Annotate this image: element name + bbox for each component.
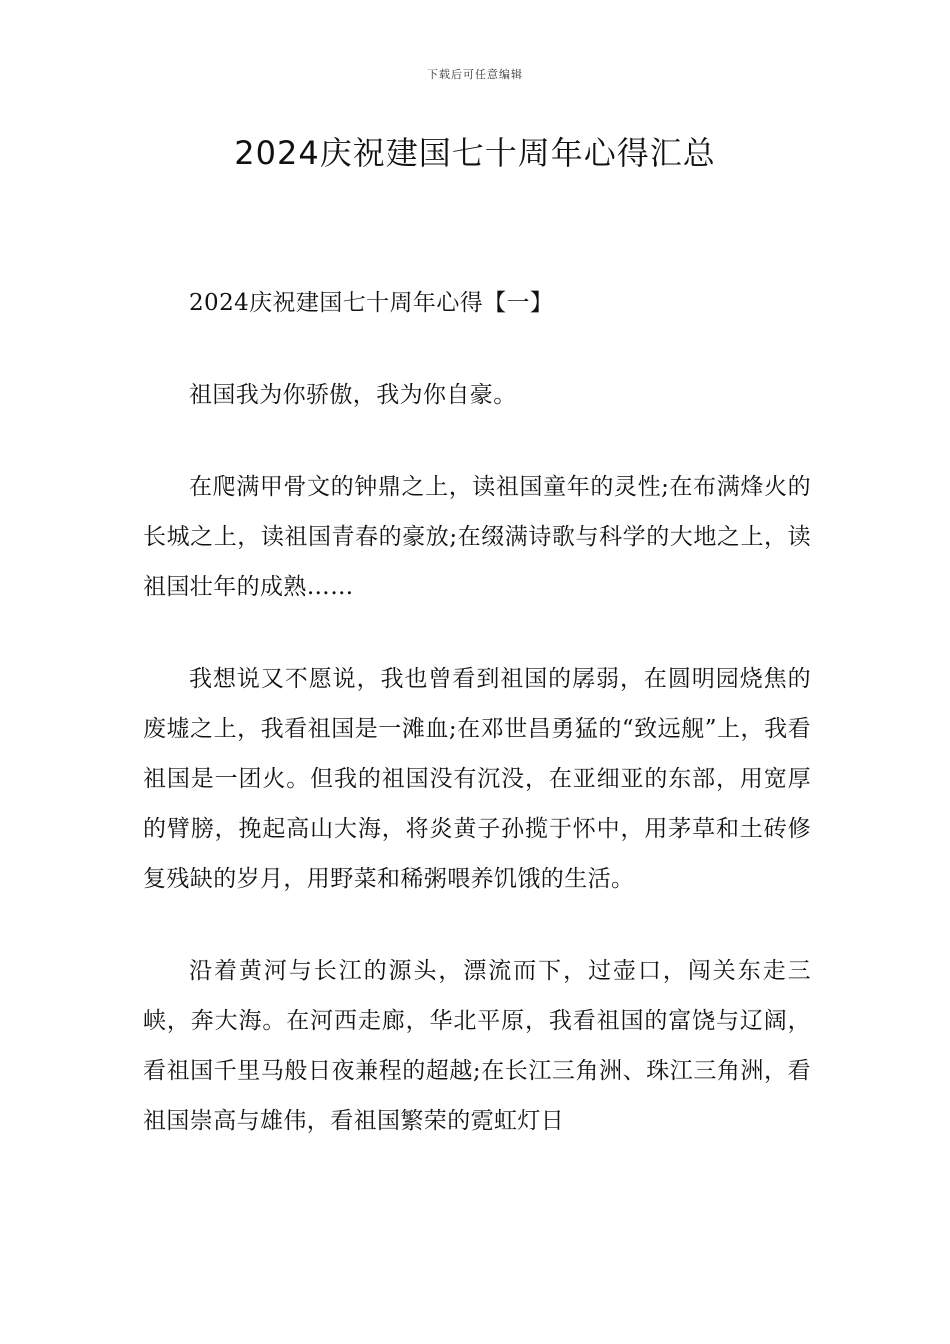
section-heading: 2024庆祝建国七十周年心得【一】 [189,290,554,316]
document-title: 2024庆祝建国七十周年心得汇总 [234,134,716,172]
paragraph: 我想说又不愿说，我也曾看到祖国的孱弱，在圆明园烧焦的废墟之上，我看祖国是一滩血;在邓世昌勇猛的“致远舰”上，我看祖国是一团火。但我的祖国没有沉没，在亚细亚的东部，用宽厚的臂膀，挽起高山大海，将炎黄子孙揽于怀中，用茅草和土砖修复残缺的岁月，用野菜和稀粥喂养饥饿的生活。 [143,666,811,892]
paragraph: 在爬满甲骨文的钟鼎之上，读祖国童年的灵性;在布满烽火的长城之上，读祖国青春的豪放;在缀满诗歌与科学的大地之上，读祖国壮年的成熟…… [143,474,811,600]
paragraph: 祖国我为你骄傲，我为你自豪。 [189,382,517,408]
page-header-note: 下载后可任意编辑 [427,68,523,81]
document-body [143,278,811,1146]
paragraph: 沿着黄河与长江的源头，漂流而下，过壶口，闯关东走三峡，奔大海。在河西走廊，华北平原，我看祖国的富饶与辽阔，看祖国千里马般日夜兼程的超越;在长江三角洲、珠江三角洲，看祖国崇高与雄伟，看祖国繁荣的霓虹灯日 [143,958,811,1134]
